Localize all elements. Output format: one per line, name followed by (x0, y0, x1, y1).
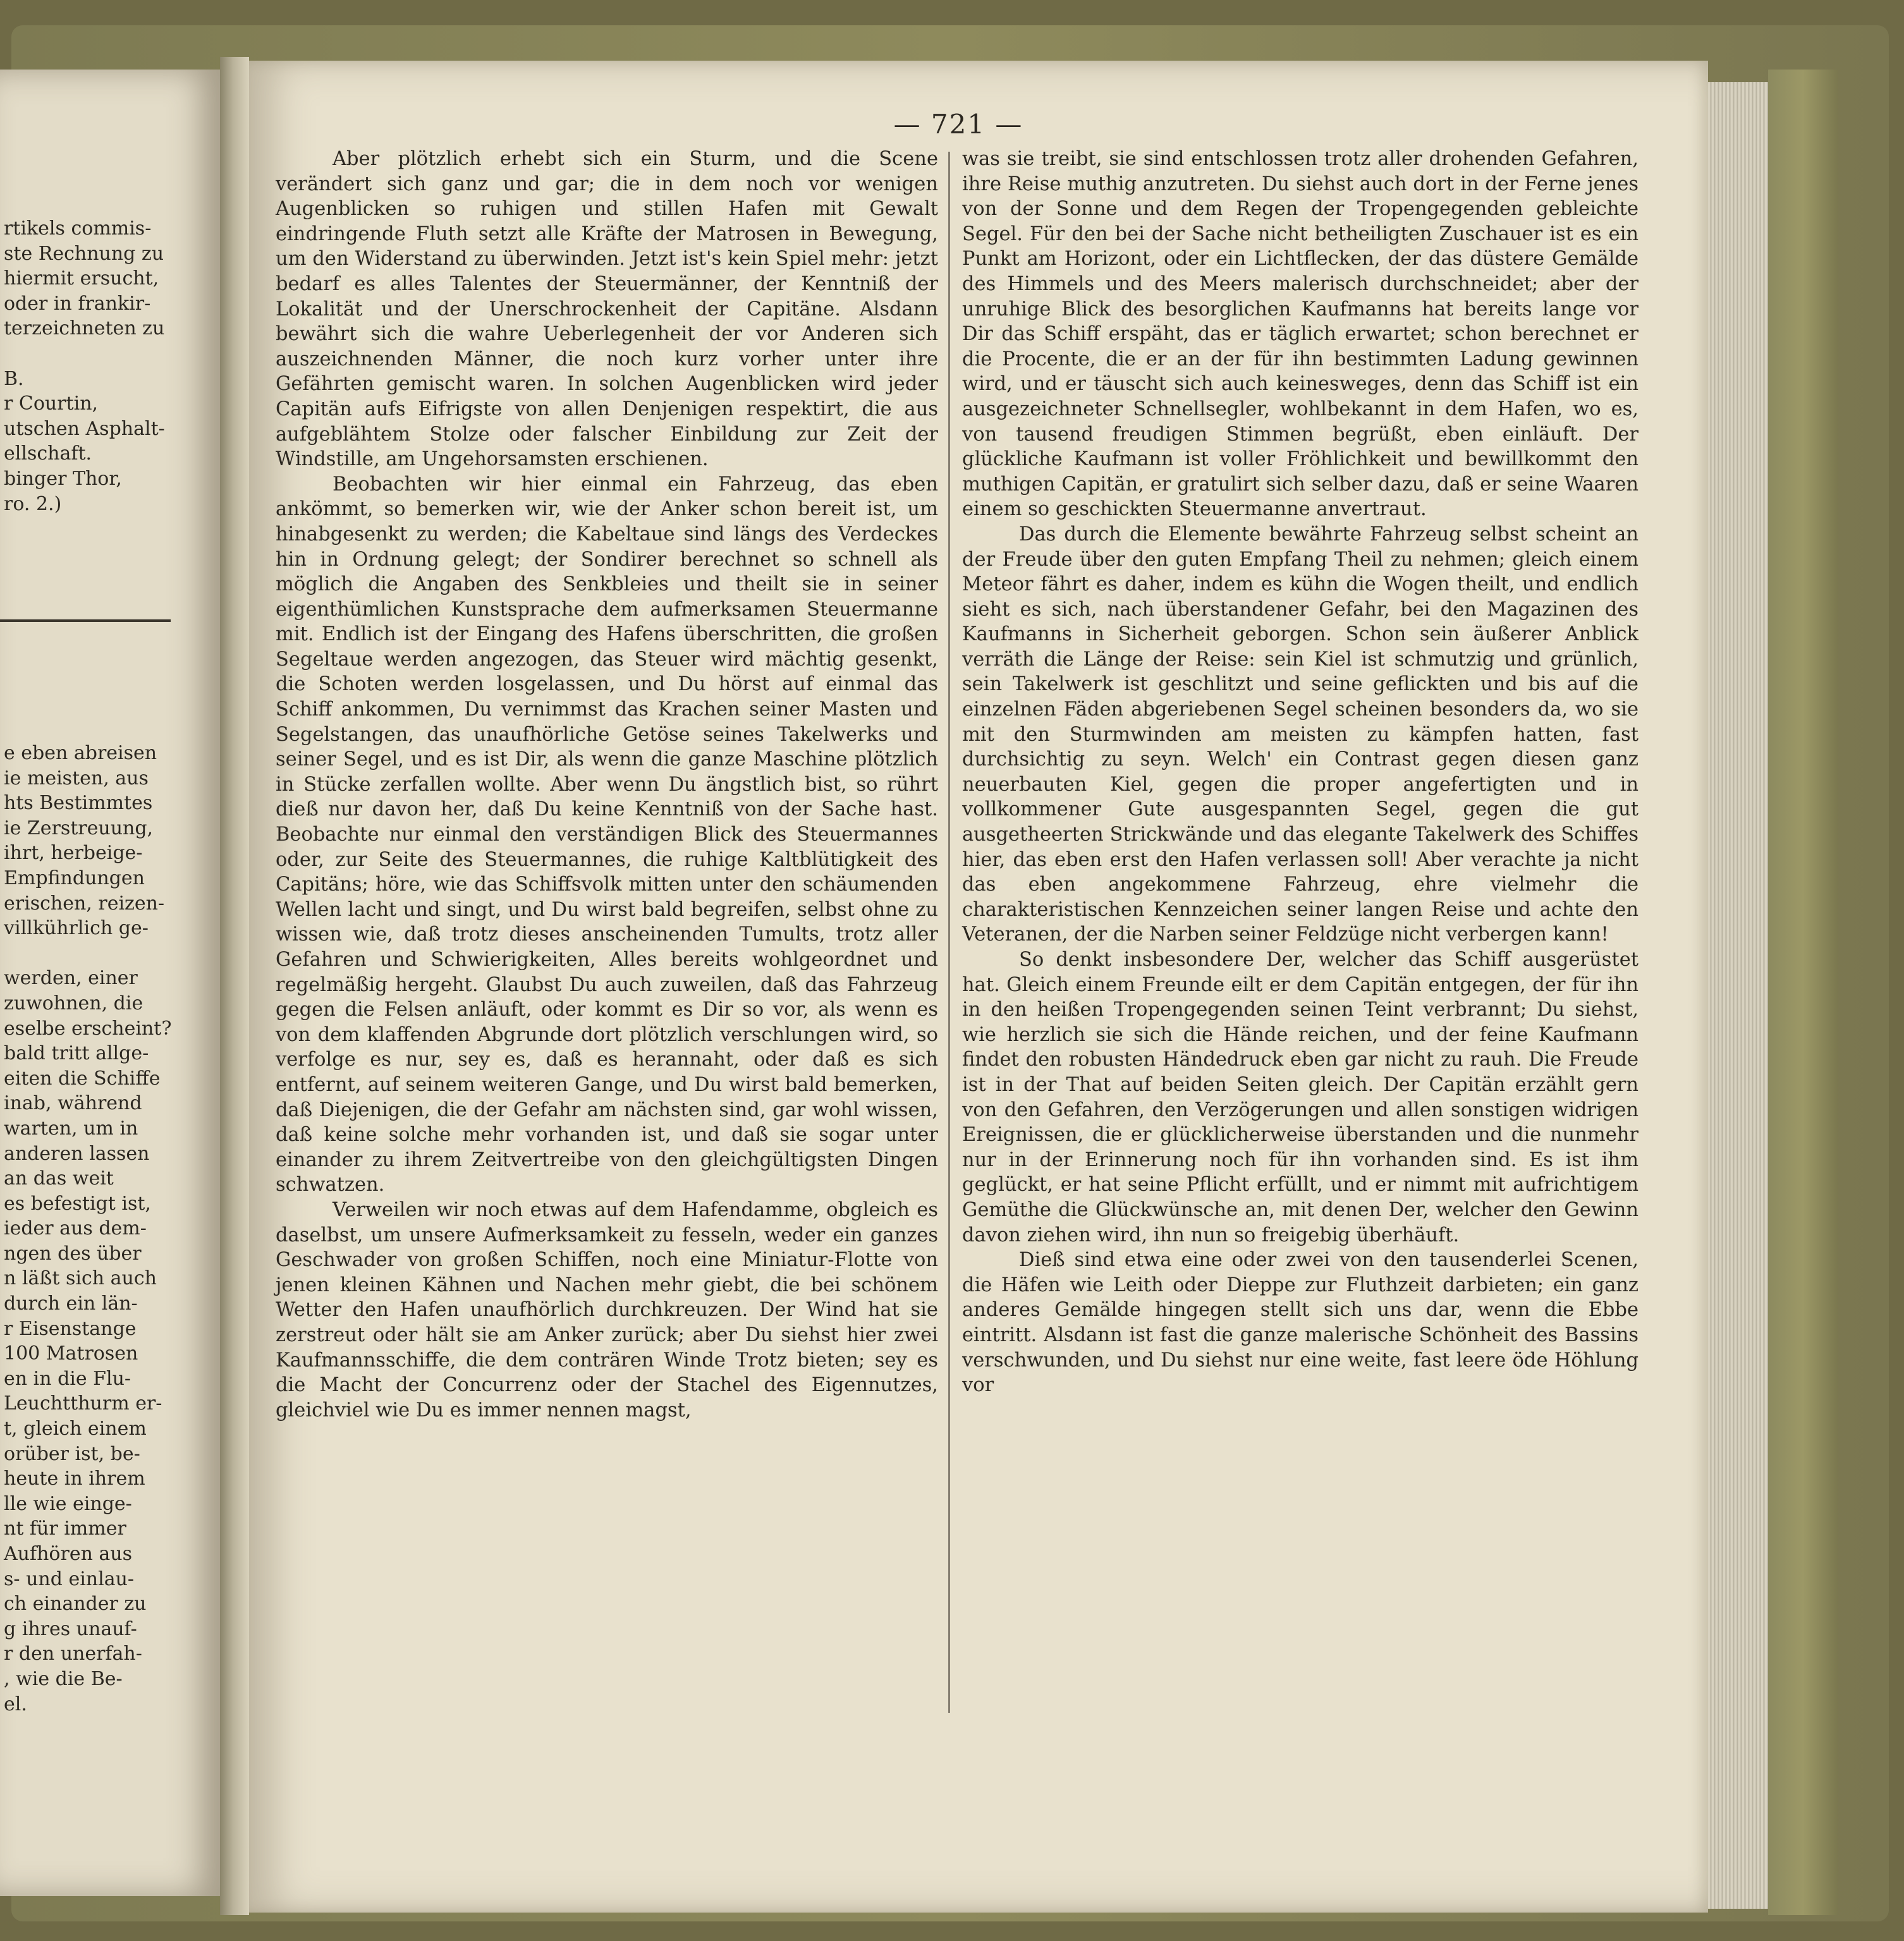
fragment-line: heute in ihrem (4, 1468, 145, 1490)
fragment-line: , wie die Be- (4, 1667, 123, 1690)
fragment-line: ch einander zu (4, 1593, 147, 1615)
fragment-line: ngen des über (4, 1242, 142, 1265)
fragment-line: ieder aus dem- (4, 1217, 147, 1240)
fragment-line: ro. 2.) (4, 492, 62, 515)
page-number: — 721 — (893, 109, 1023, 140)
fragment-line: es befestigt ist, (4, 1192, 151, 1215)
fragment-line: zuwohnen, die (4, 992, 143, 1014)
fragment-line: Empfindungen (4, 867, 145, 889)
fragment-line: r den unerfah- (4, 1643, 142, 1665)
fragment-line: lle wie einge- (4, 1492, 132, 1515)
fragment-line: werden, einer (4, 967, 138, 990)
fragment-line: Aufhören aus (4, 1543, 133, 1565)
fragment-line: Leuchtthurm er- (4, 1392, 162, 1415)
fragment-line: r Courtin, (4, 392, 99, 415)
fragment-line: an das weit (4, 1167, 114, 1190)
paragraph: Verweilen wir noch etwas auf dem Hafendamme, obgleich es daselbst, um unsere Aufmerksamkeit zu fesseln, weder ein ganzes Geschwader von großen Schiffen, noch eine Miniatur-Flotte von jenen kleinen Kähnen und Nachen mehr giebt, die bei schönem Wetter den Hafen unaufhörlich durchkreuzen. Der Wind hat sie zerstreut oder hält sie am Anker zurück; aber Du siehst hier zwei Kaufmannsschiffe, die dem conträren Winde Trotz bieten; sey es die Macht der Concurrenz oder der Stachel des Eigennutzes, gleichviel wie Du es immer nennen magst, (276, 1198, 938, 1421)
paragraph: So denkt insbesondere Der, welcher das Schiff ausgerüstet hat. Gleich einem Freunde eilt er dem Capitän entgegen, der für ihn in den heißen Tropengegenden seinen Teint verbrannt; Du siehst, wie herzlich sie sich die Hände reichen, und der feine Kaufmann findet den robusten Händedruck eben gar nicht zu rauh. Die Freude ist in der That auf beiden Seiten gleich. Der Capitän erzählt gern von den Gefahren, den Verzögerungen und allen sonstigen widrigen Ereignissen, die er glücklicherweise überstanden und die nunmehr nur in der Erinnerung noch für ihn vorhanden sind. Es ist ihm geglückt, er hat seine Pflicht erfüllt, und er nimmt mit aufrichtigem Gemüthe die Glückwünsche an, mit denen Der, welcher den Gewinn davon ziehen wird, ihn nun so freigebig überhäuft. (962, 949, 1639, 1246)
fragment-line: eselbe erscheint? (4, 1017, 172, 1040)
fragment-line: durch ein län- (4, 1293, 138, 1315)
paragraph: Dieß sind etwa eine oder zwei von den tausenderlei Scenen, die Häfen wie Leith oder Dieppe zur Fluthzeit darbieten; ein ganz anderes Gemälde hingegen stellt sich uns dar, wenn die Ebbe eintritt. Alsdann ist fast die ganze malerische Schönheit des Bassins verschwunden, und Du siehst nur eine weite, fast leere öde Höhlung vor (962, 1249, 1639, 1397)
left-fragment-top (0, 216, 177, 516)
fragment-line: bald tritt allge- (4, 1042, 149, 1065)
section-rule (0, 619, 171, 622)
text-column-left (276, 147, 938, 1423)
fragment-line: el. (4, 1693, 27, 1715)
fragment-line: eiten die Schiffe (4, 1067, 161, 1090)
left-fragment-bottom (0, 741, 177, 1717)
fragment-line: orüber ist, be- (4, 1442, 140, 1465)
fragment-line: villkührlich ge- (4, 917, 149, 940)
fragment-line: ste Rechnung zu (4, 242, 164, 265)
paragraph: was sie treibt, sie sind entschlossen trotz aller drohenden Gefahren, ihre Reise muthig anzutreten. Du siehst auch dort in der Ferne jenes von der Sonne und dem Regen der Tropengegenden gebleichte Segel. Für den bei der Sache nicht betheiligten Zuschauer ist es ein Punkt am Horizont, oder ein Lichtflecken, der das düstere Gemälde des Himmels und des Meers malerisch durchschneidet; aber der unruhige Blick des besorglichen Kaufmanns hat bereits lange vor Dir das Schiff erspäht, das er täglich erwartet; schon berechnet er die Procente, die er an der für ihn bestimmten Ladung gewinnen wird, und er täuscht sich auch keinesweges, denn das Schiff ist ein ausgezeichneter Schnellsegler, wohlbekannt in dem Hafen, wo es, von tausend freudigen Stimmen begrüßt, eben einläuft. Der glückliche Kaufmann ist voller Fröhlichkeit und bewillkommt den muthigen Capitän, er gratulirt sich selber dazu, daß er seine Waaren einem so geschickten Steuermanne anvertraut. (962, 148, 1639, 521)
fragment-line: warten, um in (4, 1117, 138, 1140)
fragment-line: n läßt sich auch (4, 1267, 157, 1290)
fragment-line: terzeichneten zu (4, 317, 165, 340)
paragraph: Das durch die Elemente bewährte Fahrzeug selbst scheint an der Freude über den guten Empfang Theil zu nehmen; gleich einem Meteor fährt es daher, indem es kühn die Wogen theilt, und endlich sieht es sich, nach überstandener Gefahr, bei den Magazinen des Kaufmanns in Sicherheit geborgen. Schon sein äußerer Anblick verräth die Länge der Reise: sein Kiel ist schmutzig und grünlich, sein Takelwerk ist geschlitzt und seine geflickten und bis auf die einzelnen Fäden abgeriebenen Segel scheinen besonders da, wo sie mit den Sturmwinden am meisten zu kämpfen hatten, fast durchsichtig zu seyn. Welch' ein Contrast gegen diesen ganz neuerbauten Kiel, gegen die proper angefertigten und in vollkommener Gute ausgespannten Segel, gegen die gut ausgetheerten Strickwände und das elegante Takelwerk des Schiffes hier, das eben erst den Hafen verlassen soll! Aber verachte ja nicht das eben angekommene Fahrzeug, ehre vielmehr die charakteristischen Kennzeichen seiner langen Reise und achte den Veteranen, der die Narben seiner Feldzüge nicht verbergen kann! (962, 523, 1639, 946)
fragment-line: binger Thor, (4, 467, 122, 490)
fragment-line: utschen Asphalt- (4, 417, 165, 440)
fragment-line: e eben abreisen (4, 742, 157, 764)
paragraph: Aber plötzlich erhebt sich ein Sturm, und die Scene verändert sich ganz und gar; die in dem noch vor wenigen Augenblicken so ruhigen und stillen Hafen mit Gewalt eindringende Fluth setzt alle Kräfte der Matrosen in Bewegung, um den Widerstand zu überwinden. Jetzt ist's kein Spiel mehr: jetzt bedarf es alles Talentes der Steuermänner, der Kenntniß der Lokalität und der Unerschrockenheit der Capitäne. Alsdann bewährt sich die wahre Ueberlegenheit der vor Anderen sich auszeichnenden Männer, die noch kurz vorher unter ihre Gefährten gemischt waren. In solchen Augenblicken wird jeder Capitän aufs Eifrigste von allen Denjenigen respektirt, die aus aufgeblähtem Stolze oder falscher Einbildung zur Zeit der Windstille, am Ungehorsamsten erschienen. (276, 148, 938, 471)
fragment-line: hiermit ersucht, (4, 267, 159, 290)
fragment-line: nt für immer (4, 1518, 126, 1540)
fragment-line: r Eisenstange (4, 1317, 137, 1340)
fragment-line: g ihres unauf- (4, 1617, 137, 1640)
fragment-line: ihrt, herbeige- (4, 842, 143, 865)
fragment-line (0, 941, 177, 966)
fragment-line: ellschaft. (4, 442, 92, 465)
fragment-line: hts Bestimmtes (4, 792, 153, 815)
book-gutter (220, 57, 249, 1915)
fragment-line: anderen lassen (4, 1142, 150, 1165)
cover-edge (1768, 70, 1838, 1915)
paragraph: Beobachten wir hier einmal ein Fahrzeug, das eben ankömmt, so bemerken wir, wie der Anker schon bereit ist, um hinabgesenkt zu werden; die Kabeltaue sind längs des Verdeckes hin in Ordnung gelegt; der Sondirer berechnet so schnell als möglich die Angaben des Senkbleies und theilt sie in seiner eigenthümlichen Kunstsprache dem aufmerksamen Steuermanne mit. Endlich ist der Eingang des Hafens überschritten, die großen Segeltaue werden angezogen, das Steuer wird mächtig gesenkt, die Schoten werden losgelassen, und Du hörst auf einmal das Schiff ankommen, Du vernimmst das Krachen seiner Masten und Segelstangen, das unaufhörliche Getöse seines Takelwerks und seiner Segel, und es ist Dir, als wenn die ganze Maschine plötzlich in Stücke zerfallen wollte. Aber wenn Du ängstlich bist, so rührt dieß nur davon her, daß Du keine Kenntniß von der Sache hast. Beobachte nur einmal den verständigen Blick des Steuermannes oder, zur Seite des Steuermannes, die ruhige Kaltblütigkeit des Capitäns; höre, wie das Schiffsvolk mitten unter den schäumenden Wellen lacht und singt, und Du wirst bald begreifen, selbst ohne zu wissen wie, daß trotz dieses anscheinenden Tumults, trotz aller Gefahren und Schwierigkeiten, Alles bereits wohlgeordnet und regelmäßig hergeht. Glaubst Du auch zuweilen, daß das Fahrzeug gegen die Felsen anläuft, oder kommt es Dir so vor, als wenn es von dem klaffenden Abgrunde dort plötzlich verschlungen wird, so verfolge es nur, sey es, daß es herannaht, oder daß es sich entfernt, auf seinem weiteren Gange, und Du wirst bald bemerken, daß Diejenigen, die der Gefahr am nächsten sind, gar wohl wissen, daß keine solche mehr vorhanden ist, und daß sie sogar unter einander zu ihrem Zeitvertreibe von den gleichgültigsten Dingen schwatzen. (276, 473, 938, 1196)
left-page (0, 70, 220, 1896)
fragment-line: erischen, reizen- (4, 892, 165, 915)
text-column-right (962, 147, 1639, 1398)
fragment-line: ie meisten, aus (4, 767, 149, 789)
fragment-line: rtikels commis- (4, 217, 152, 240)
page-edges (1708, 82, 1770, 1909)
fragment-line: en in die Flu- (4, 1367, 131, 1390)
fragment-line: 100 Matrosen (4, 1342, 138, 1365)
fragment-line (0, 341, 177, 367)
column-divider (948, 152, 950, 1713)
fragment-line: oder in frankir- (4, 292, 151, 315)
fragment-line: s- und einlau- (4, 1567, 135, 1590)
fragment-line: B. (4, 367, 24, 390)
fragment-line: t, gleich einem (4, 1418, 147, 1440)
fragment-line: inab, während (4, 1092, 142, 1115)
fragment-line: ie Zerstreuung, (4, 817, 154, 839)
